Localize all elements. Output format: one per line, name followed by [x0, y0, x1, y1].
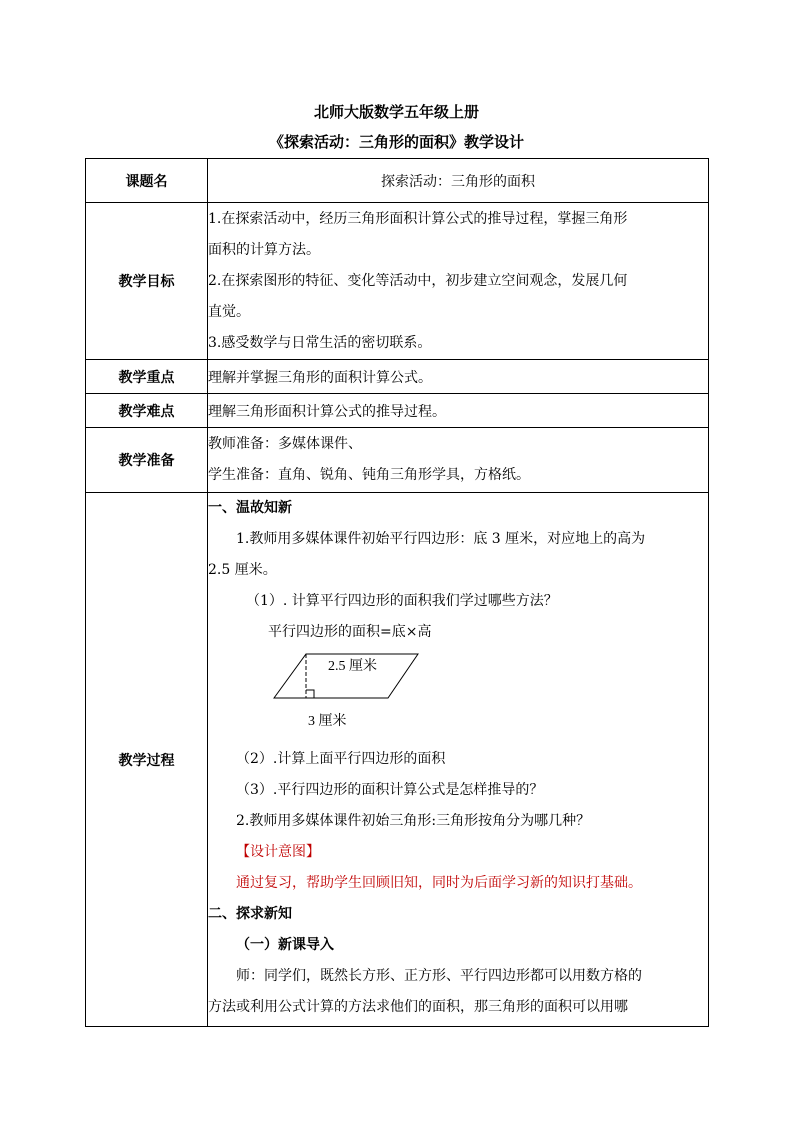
- label-process: 教学过程: [86, 493, 208, 1027]
- table-row-topic: [86, 159, 709, 203]
- goal-line: 直觉。: [208, 303, 250, 320]
- question-line: （2）.计算上面平行四边形的面积: [236, 751, 446, 767]
- paragraph-line: 2.5 厘米。: [208, 562, 277, 578]
- label-topic: 课题名: [86, 159, 208, 203]
- label-key: 教学重点: [86, 360, 208, 394]
- question-line: （1）. 计算平行四边形的面积我们学过哪些方法？: [246, 593, 558, 609]
- table-row-prep: [86, 428, 709, 493]
- value-key: 理解并掌握三角形的面积计算公式。: [208, 360, 709, 394]
- subsection-heading: （一）新课导入: [236, 937, 334, 953]
- section-heading: 一、温故知新: [208, 500, 292, 516]
- goal-line: 面积的计算方法。: [208, 241, 320, 258]
- label-prep: 教学准备: [86, 428, 208, 493]
- goal-line: 1.在探索活动中，经历三角形面积计算公式的推导过程，掌握三角形: [208, 210, 628, 227]
- label-goals: 教学目标: [86, 203, 208, 360]
- value-topic: 探索活动：三角形的面积: [208, 159, 709, 203]
- paragraph-line: 1.教师用多媒体课件初始平行四边形：底 3 厘米，对应地上的高为: [236, 531, 646, 547]
- lesson-plan-table: [85, 158, 709, 1027]
- table-row-goals: [86, 203, 709, 360]
- value-goals: [208, 203, 709, 360]
- design-intent-text: 通过复习，帮助学生回顾旧知，同时为后面学习新的知识打基础。: [236, 875, 642, 891]
- parallelogram-figure: [268, 652, 488, 744]
- goal-line: 2.在探索图形的特征、变化等活动中，初步建立空间观念，发展几何: [208, 272, 628, 289]
- document-title: 北师大版数学五年级上册: [313, 103, 479, 121]
- table-row-process: [86, 493, 709, 1027]
- paragraph-line: 师：同学们，既然长方形、正方形、平行四边形都可以用数方格的: [236, 968, 642, 984]
- value-process: [208, 493, 709, 1027]
- base-label: 3 厘米: [308, 714, 347, 729]
- section-heading: 二、探求新知: [208, 906, 292, 922]
- prep-line: 学生准备：直角、锐角、钝角三角形学具，方格纸。: [208, 467, 530, 483]
- table-row-difficulty: [86, 394, 709, 428]
- parallelogram-diagram: [208, 648, 708, 744]
- label-difficulty: 教学难点: [86, 394, 208, 428]
- document-subtitle: 《探索活动：三角形的面积》教学设计: [268, 133, 524, 151]
- formula-line: 平行四边形的面积=底×高: [268, 624, 432, 640]
- height-label: 2.5 厘米: [328, 659, 377, 674]
- value-prep: [208, 428, 709, 493]
- value-difficulty: 理解三角形面积计算公式的推导过程。: [208, 394, 709, 428]
- prep-line: 教师准备：多媒体课件、: [208, 436, 362, 452]
- paragraph-line: 方法或利用公式计算的方法求他们的面积，那三角形的面积可以用哪: [208, 999, 628, 1015]
- goal-line: 3.感受数学与日常生活的密切联系。: [208, 334, 432, 351]
- design-intent-tag: 【设计意图】: [236, 844, 320, 860]
- table-row-key: [86, 360, 709, 394]
- paragraph-line: 2.教师用多媒体课件初始三角形:三角形按角分为哪几种？: [236, 813, 591, 829]
- question-line: （3）.平行四边形的面积计算公式是怎样推导的？: [236, 782, 544, 798]
